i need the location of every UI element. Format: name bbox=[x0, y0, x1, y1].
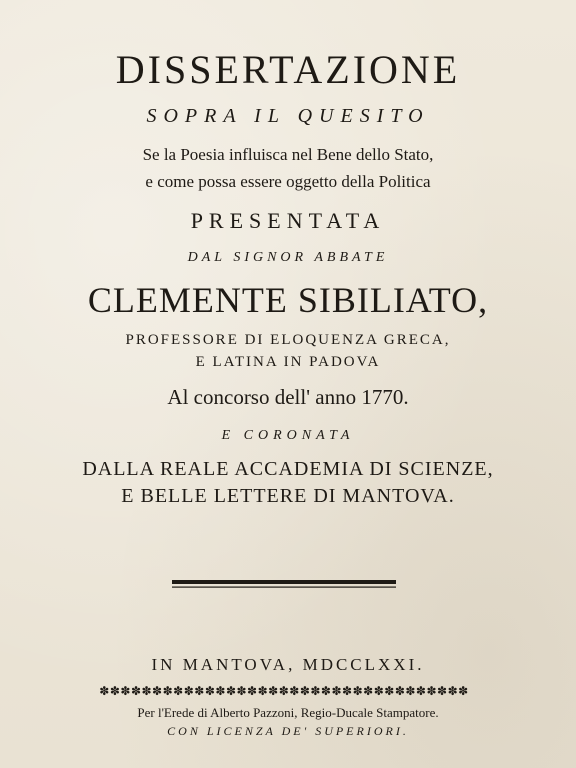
academy-line-2: E BELLE LETTERE DI MANTOVA. bbox=[121, 485, 455, 507]
imprint-place-date: IN MANTOVA, MDCCLXXI. bbox=[151, 655, 425, 674]
document-title: DISSERTAZIONE bbox=[115, 47, 461, 92]
contest-line: Al concorso dell' anno 1770. bbox=[167, 385, 409, 409]
by-line: DAL SIGNOR ABBATE bbox=[187, 250, 389, 265]
document-subtitle: SOPRA IL QUESITO bbox=[146, 105, 430, 127]
author-role-line-1: PROFESSORE DI ELOQUENZA GRECA, bbox=[125, 332, 451, 348]
printer-line: Per l'Erede di Alberto Pazzoni, Regio-Ducale Stampatore. bbox=[137, 705, 439, 720]
license-line: CON LICENZA DE' SUPERIORI. bbox=[167, 724, 409, 738]
question-line-2: e come possa essere oggetto della Politica bbox=[145, 172, 431, 191]
author-role-line-2: E LATINA IN PADOVA bbox=[195, 354, 381, 370]
floral-ornament-band-icon: ✽✽✽✽✽✽✽✽✽✽✽✽✽✽✽✽✽✽✽✽✽✽✽✽✽✽✽✽✽✽✽✽✽✽✽ bbox=[99, 684, 469, 698]
crowned-line: E CORONATA bbox=[221, 428, 355, 443]
author-name: CLEMENTE SIBILIATO, bbox=[87, 280, 489, 320]
presented-heading: PRESENTATA bbox=[190, 208, 386, 233]
academy-line-1: DALLA REALE ACCADEMIA DI SCIENZE, bbox=[82, 458, 494, 480]
thick-thin-rule-icon bbox=[172, 580, 396, 589]
question-line-1: Se la Poesia influisca nel Bene dello Stato, bbox=[142, 145, 434, 164]
